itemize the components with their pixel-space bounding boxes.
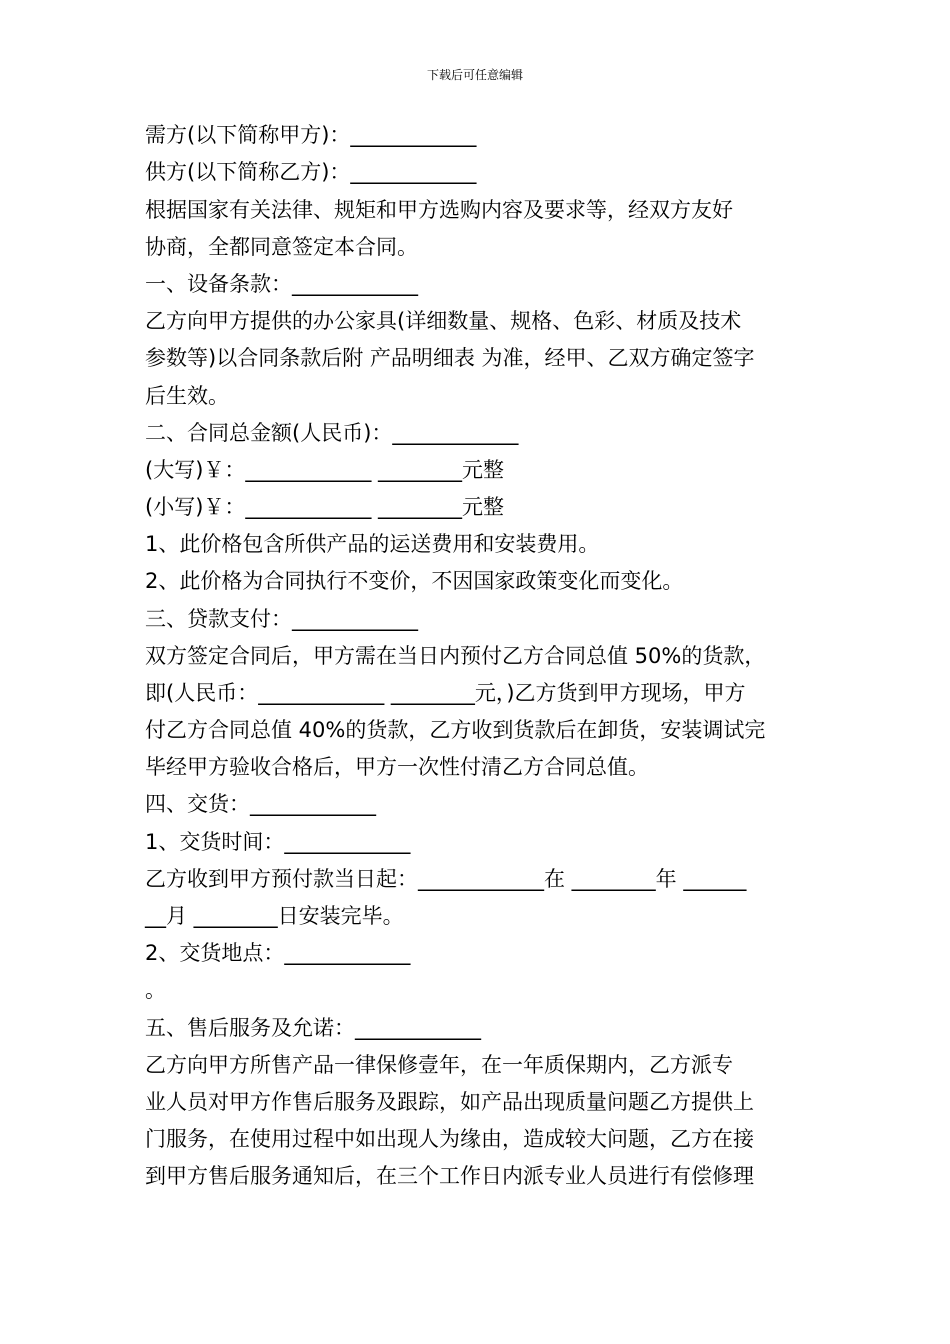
text-line: (大写)￥：____________ ________元整	[145, 458, 505, 482]
text-line: 门服务，在使用过程中如出现人为缘由，造成较大问题，乙方在接	[145, 1127, 754, 1151]
text-line: 2、此价格为合同执行不变价，不因国家政策变化而变化。	[145, 569, 684, 593]
page-header: 下载后可任意编辑	[426, 68, 523, 82]
text-line: 业人员对甲方作售后服务及跟踪，如产品出现质量问题乙方提供上	[145, 1090, 754, 1114]
text-line: 付乙方合同总值 40%的货款，乙方收到货款后在卸货，安装调试完	[145, 718, 766, 742]
text-line: 1、此价格包含所供产品的运送费用和安装费用。	[145, 532, 600, 556]
text-line: 1、交货时间：____________	[145, 830, 411, 854]
text-line: 一、设备条款：____________	[145, 272, 418, 296]
text-line: 乙方向甲方所售产品一律保修壹年，在一年质保期内，乙方派专	[145, 1053, 733, 1077]
text-line: 参数等)以合同条款后附 产品明细表 为准，经甲、乙双方确定签字	[145, 346, 755, 370]
text-line: 二、合同总金额(人民币)：____________	[145, 421, 519, 445]
text-line: 四、交货：____________	[145, 792, 376, 816]
text-line: 即(人民币：____________ ________元，)乙方货到甲方现场，甲方	[145, 681, 746, 705]
text-line: 乙方向甲方提供的办公家具(详细数量、规格、色彩、材质及技术	[145, 309, 742, 333]
text-line: 双方签定合同后，甲方需在当日内预付乙方合同总值 50%的货款，	[145, 644, 766, 668]
text-line: __月 ________日安装完毕。	[145, 904, 404, 928]
text-line: 毕经甲方验收合格后，甲方一次性付清乙方合同总值。	[145, 755, 649, 779]
text-line: 后生效。	[145, 384, 229, 408]
text-line: 到甲方售后服务通知后，在三个工作日内派专业人员进行有偿修理	[145, 1164, 754, 1188]
text-line: 五、售后服务及允诺：____________	[145, 1016, 481, 1040]
text-line: 乙方收到甲方预付款当日起：____________在 ________年 ______	[145, 867, 747, 891]
text-line: 2、交货地点：____________	[145, 941, 411, 965]
text-line: 需方(以下简称甲方)：____________	[145, 123, 477, 147]
text-line: (小写)￥：____________ ________元整	[145, 495, 505, 519]
text-line: 根据国家有关法律、规矩和甲方选购内容及要求等，经双方友好	[145, 198, 733, 222]
text-line: 。	[145, 978, 166, 1002]
text-line: 供方(以下简称乙方)：____________	[145, 160, 477, 184]
text-line: 三、贷款支付：____________	[145, 607, 418, 631]
text-line: 协商，全都同意签定本合同。	[145, 235, 418, 259]
